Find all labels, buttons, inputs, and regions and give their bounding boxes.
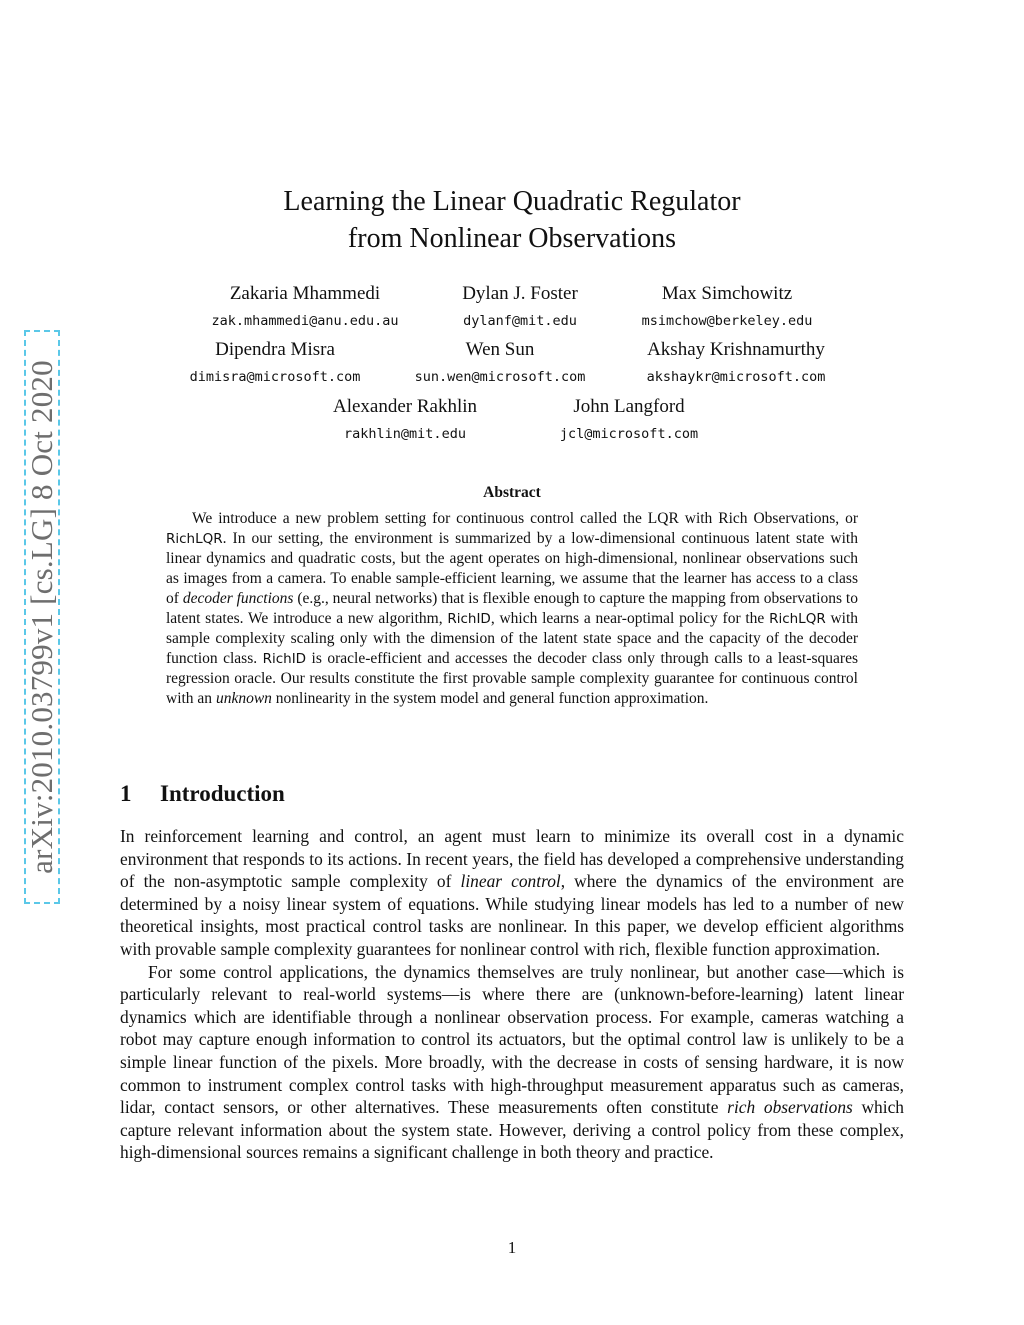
section-title: Introduction xyxy=(160,781,285,806)
emphasis-rich-observations: rich observations xyxy=(727,1097,853,1118)
author-name: John Langford xyxy=(573,396,685,417)
section-heading-introduction xyxy=(120,780,285,808)
richlqr-term: RichLQR xyxy=(769,611,826,627)
richid-term: RichID xyxy=(262,651,307,667)
paragraph-text: , where the dynamics of the environment are determined by a noisy linear system of equations. While studying linear models has led to a number of new theoretical insights, most practical control tasks are nonlinear. In this paper, we develop efficient algorithms with provable sample complexity guarantees for nonlinear control with rich, flexible function approximation. xyxy=(120,871,904,959)
author-email[interactable]: akshaykr@microsoft.com xyxy=(646,369,826,385)
title-line-1: Learning the Linear Quadratic Regulator xyxy=(283,186,741,217)
emphasis-unknown: unknown xyxy=(215,690,272,707)
author-name: Dipendra Misra xyxy=(215,339,335,360)
page-number: 1 xyxy=(507,1238,517,1257)
author-email[interactable]: jcl@microsoft.com xyxy=(559,426,699,442)
abstract-text: with sample complexity scaling only with the dimension of the latent state space and the capacity of the decoder function class. xyxy=(166,610,859,667)
author-email[interactable]: dylanf@mit.edu xyxy=(463,313,577,329)
abstract-text: , which learns a near-optimal policy for the xyxy=(490,610,770,627)
author-name: Zakaria Mhammedi xyxy=(229,283,381,304)
title-line-2: from Nonlinear Observations xyxy=(347,223,677,254)
author-email[interactable]: zak.mhammedi@anu.edu.au xyxy=(211,313,399,329)
emphasis-decoder-functions: decoder functions xyxy=(182,590,294,607)
abstract-text: . In our setting, the environment is summarized by a low-dimensional continuous latent state with linear dynamics and quadratic costs, but the agent operates on high-dimensional, nonlinear observations such as images from a camera. To enable sample-efficient learning, we assume that the learner has access to a class of xyxy=(166,530,858,607)
paragraph-text: For some control applications, the dynamics themselves are truly nonlinear, but another case—which is particularly relevant to real-world systems—is where there are (unknown-before-learning) latent linear dynamics which are identifiable through a nonlinear observation process. For example, cameras watching a robot may capture enough information to control its actuators, but the optimal control law is unlikely to be a simple linear function of the pixels. More broadly, with the decrease in costs of sensing hardware, it is now common to instrument complex control tasks with high-throughput measurement apparatus such as cameras, lidar, contact sensors, or other alternatives. These measurements often constitute xyxy=(120,961,904,1118)
richid-term: RichID xyxy=(447,611,491,627)
paragraph-text: which capture relevant information about the system state. However, deriving a control policy from these complex, high-dimensional sources remains a significant challenge in both theory and practice. xyxy=(120,1097,904,1163)
introduction-body xyxy=(120,825,904,1164)
abstract-body xyxy=(166,509,858,709)
arxiv-identifier: arXiv:2010.03799v1 [cs.LG] 8 Oct 2020 xyxy=(24,360,59,874)
author-email[interactable]: dimisra@microsoft.com xyxy=(189,369,361,385)
abstract-text: nonlinearity in the system model and general function approximation. xyxy=(271,690,709,707)
author-block xyxy=(586,338,886,387)
abstract-text: is oracle-efficient and accesses the decoder class only through calls to a least-squares regression oracle. Our results constitute the first provable sample complexity guarantee for continuous control with an xyxy=(166,650,858,707)
paragraph xyxy=(120,961,904,1164)
author-name: Max Simchowitz xyxy=(661,283,793,304)
author-name: Wen Sun xyxy=(465,339,535,360)
author-block xyxy=(577,282,877,331)
section-number: 1 xyxy=(120,781,132,806)
abstract-heading: Abstract xyxy=(483,484,541,501)
author-name: Dylan J. Foster xyxy=(462,283,578,304)
author-email[interactable]: sun.wen@microsoft.com xyxy=(414,369,586,385)
emphasis-linear-control: linear control xyxy=(460,871,561,892)
author-email[interactable]: msimchow@berkeley.edu xyxy=(641,313,813,329)
abstract-text: We introduce a new problem setting for continuous control called the LQR with Rich Observations, or xyxy=(192,510,858,527)
paragraph-text: In reinforcement learning and control, an agent must learn to minimize its overall cost in a dynamic environment that responds to its actions. In recent years, the field has developed a comprehensive understanding of the non-asymptotic sample complexity of xyxy=(120,826,904,892)
paper-title xyxy=(0,183,1024,257)
abstract-text: (e.g., neural networks) that is flexible enough to capture the mapping from observations to latent states. We introduce a new algorithm, xyxy=(166,590,858,627)
richlqr-term: RichLQR xyxy=(166,531,223,547)
paragraph xyxy=(120,825,904,961)
author-name: Akshay Krishnamurthy xyxy=(647,339,825,360)
author-block xyxy=(479,395,779,444)
author-email[interactable]: rakhlin@mit.edu xyxy=(344,426,466,442)
author-name: Alexander Rakhlin xyxy=(332,396,478,417)
